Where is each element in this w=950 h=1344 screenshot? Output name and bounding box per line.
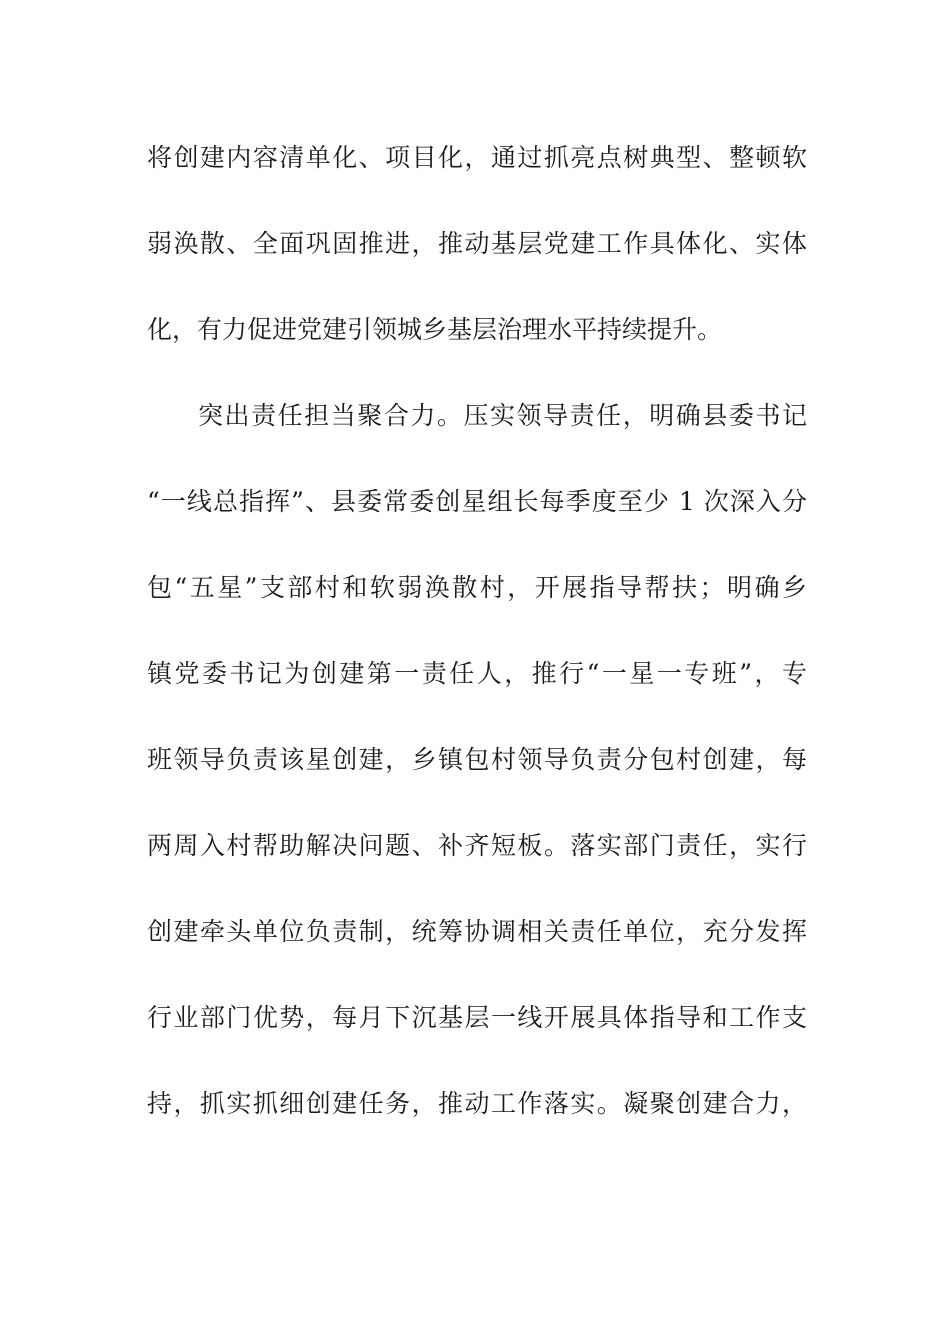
paragraph-first-line: 突出责任担当聚合力。压实领导责任，明确县委书记 [198,401,807,430]
text-line: “一线总指挥”、县委常委创星组长每季度至少 1 次深入分 [147,487,807,516]
text-line: 将创建内容清单化、项目化，通过抓亮点树典型、整顿软 [147,143,807,172]
text-line: 镇党委书记为创建第一责任人，推行“一星一专班”，专 [147,659,807,688]
text-line: 持，抓实抓细创建任务，推动工作落实。凝聚创建合力， [147,1089,807,1118]
text-line: 行业部门优势，每月下沉基层一线开展具体指导和工作支 [147,1003,807,1032]
text-line: 两周入村帮助解决问题、补齐短板。落实部门责任，实行 [147,831,807,860]
text-line: 创建牵头单位负责制，统筹协调相关责任单位，充分发挥 [147,917,807,946]
text-line: 包“五星”支部村和软弱涣散村，开展指导帮扶；明确乡 [147,573,807,602]
text-line: 化，有力促进党建引领城乡基层治理水平持续提升。 [147,315,723,344]
text-line: 弱涣散、全面巩固推进，推动基层党建工作具体化、实体 [147,229,807,258]
body-text [147,132,807,1164]
text-line: 班领导负责该星创建，乡镇包村领导负责分包村创建，每 [147,745,807,774]
